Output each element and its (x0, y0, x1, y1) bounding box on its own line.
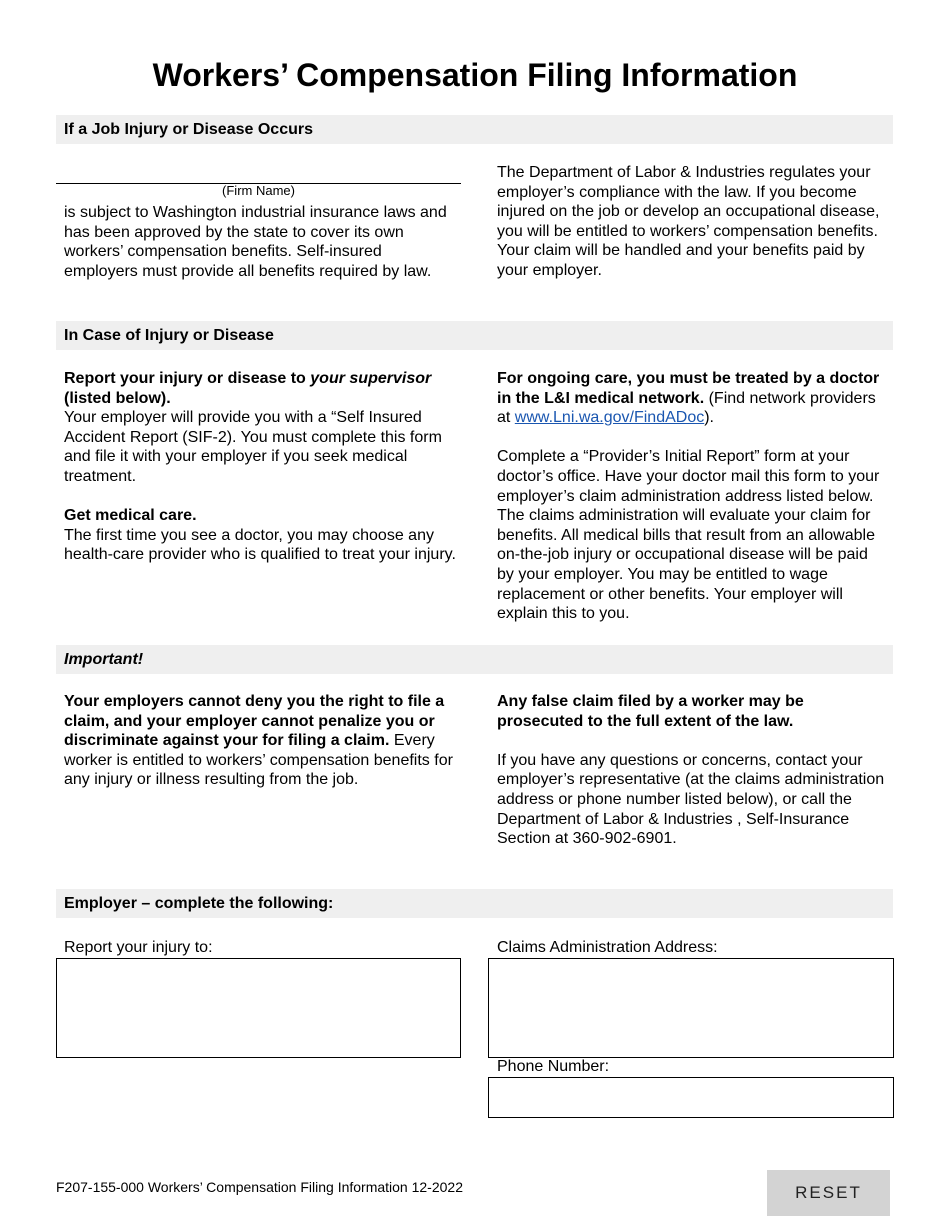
find-a-doc-link[interactable]: www.Lni.wa.gov/FindADoc (514, 409, 705, 427)
phone-number-label: Phone Number: (497, 1058, 610, 1075)
medical-care-text: The first time you see a doctor, you may choose any health-care provider who is qualified to treat your injury. (64, 526, 456, 564)
ongoing-care-paragraph (497, 369, 889, 428)
employer-cannot-deny-paragraph (64, 692, 456, 790)
employer-cannot-deny-text: Every worker is entitled to workers’ compensation benefits for any injury or illness resulting from the job. (64, 732, 453, 789)
report-injury-to-field[interactable] (56, 958, 461, 1058)
section-heading-employer: Employer – complete the following: (56, 889, 893, 918)
firm-name-caption: (Firm Name) (222, 183, 295, 198)
page-title: Workers’ Compensation Filing Information (152, 57, 798, 93)
employer-cannot-deny-bold: Your employers cannot deny you the right to file a claim, and your employer cannot penalize you or discriminate against your for filing a claim. (64, 693, 445, 750)
questions-contact-text: If you have any questions or concerns, contact your employer’s representative (at the claims administration address or phone number listed below), or call the Department of Labor & Industries , Self-Insurance Section at 360-902-6901. (497, 751, 885, 848)
false-claim-warning: Any false claim filed by a worker may be prosecuted to the full extent of the law. (497, 693, 804, 730)
section-heading-in-case: In Case of Injury or Disease (56, 321, 893, 350)
reset-button[interactable]: RESET (767, 1170, 890, 1216)
ongoing-care-text-2: ). (704, 409, 714, 427)
report-injury-to-label: Report your injury to: (64, 939, 213, 956)
report-injury-text: Your employer will provide you with a “Self Insured Accident Report (SIF-2). You must complete this form and file it with your employer if you seek medical treatment. (64, 409, 442, 485)
phone-number-field[interactable] (488, 1077, 894, 1118)
employer-cannot-deny-block (64, 692, 456, 790)
form-footer-id: F207-155-000 Workers’ Compensation Filing Information 12-2022 (56, 1179, 463, 1195)
false-claim-block (497, 692, 889, 849)
provider-report-text: Complete a “Provider’s Initial Report” form at your doctor’s office. Have your doctor mail this form to your employer’s claim administration address listed below. The claims administration will evaluate your claim for benefits. All medical bills that result from an allowable on-the-job injury or occupational disease will be paid by your employer. You may be entitled to wage replacement or other benefits. Your employer will explain this to you. (497, 448, 880, 623)
claims-address-label: Claims Administration Address: (497, 939, 718, 956)
report-heading-supervisor: your supervisor (310, 370, 432, 387)
medical-care-heading: Get medical care. (64, 507, 197, 525)
firm-name-input[interactable] (56, 160, 461, 182)
section-heading-important: Important! (56, 645, 893, 674)
report-injury-heading (64, 369, 456, 408)
ongoing-care-text-1: (Find network providers at (497, 389, 876, 427)
firm-subject-text: is subject to Washington industrial insurance laws and has been approved by the state to cover its own workers’ compensation benefits. Self-insured employers must provide all benefits required by law. (64, 204, 447, 280)
report-heading-part-1: Report your injury or disease to (64, 370, 311, 387)
ongoing-care-block (497, 369, 889, 624)
claims-address-field[interactable] (488, 958, 894, 1058)
department-regulates-text: The Department of Labor & Industries regulates your employer’s compliance with the law. If you become injured on the job or develop an occupational disease, you will be entitled to workers’ compensation benefits. Your claim will be handled and your benefits paid by your employer. (497, 164, 880, 279)
report-heading-part-2: (listed below). (64, 389, 171, 407)
section-heading-job-injury: If a Job Injury or Disease Occurs (56, 115, 893, 144)
ongoing-care-heading: For ongoing care, you must be treated by a doctor in the L&I medical network. (497, 370, 880, 407)
report-injury-block (64, 369, 456, 565)
